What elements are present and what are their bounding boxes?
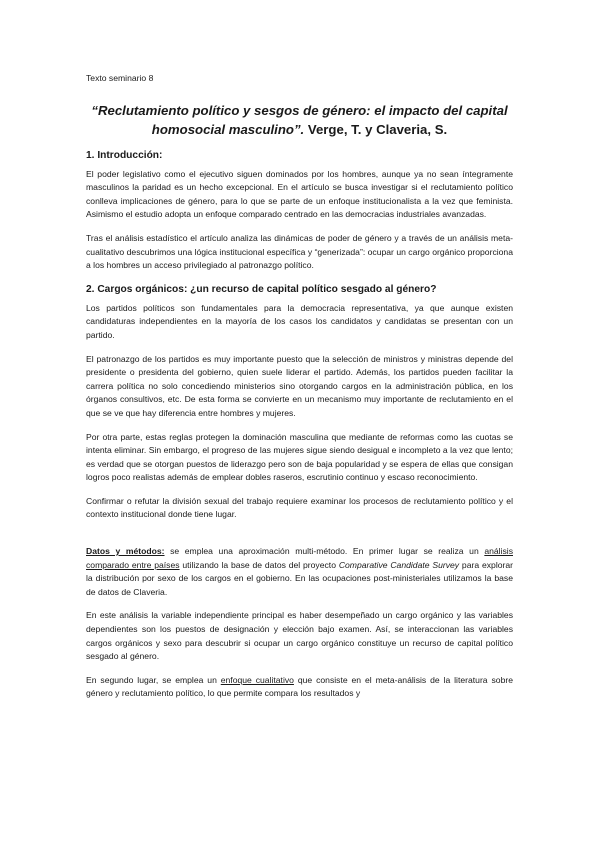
spacer	[86, 532, 513, 545]
methods-p3-text-a: En segundo lugar, se emplea un	[86, 674, 221, 685]
title-text: “Reclutamiento político y sesgos de género: el impacto del capital homosocial masculino”.	[91, 102, 508, 137]
methods-text-a: se emplea una aproximación multi-método. En primer lugar se realiza un	[164, 546, 485, 557]
methods-paragraph-3	[86, 674, 513, 701]
section-1-paragraph-2: Tras el análisis estadístico el artículo analiza las dinámicas de poder de género y a través de un análisis meta-cualitativo descubrimos una lógica institucional específica y “generizada”: ocupar un cargo orgánico proporciona a los hombres un acceso privilegiado al patronazgo político.	[86, 232, 513, 271]
project-name: Comparative Candidate Survey	[338, 559, 460, 570]
qualitative-approach-link: enfoque cualitativo	[220, 674, 294, 685]
section-2-paragraph-4: Confirmar o refutar la división sexual del trabajo requiere examinar los procesos de reclutamiento político y el contexto institucional donde tiene lugar.	[86, 495, 513, 520]
section-2-paragraph-3: Por otra parte, estas reglas protegen la dominación masculina que mediante de reformas como las cuotas se intenta eliminar. Sin embargo, el progreso de las mujeres sigue siendo desigual e incompleto a la vez que lento; es verdad que se otorgan puestos de liderazgo pero son de baja popularidad y se espera de ellas que consigan logros poco realistas además de emplear dobles raseros, escrutinio continuo y escaso reconocimiento.	[86, 431, 513, 483]
methods-text-b: utilizando la base de datos del proyecto	[179, 559, 339, 570]
section-1-heading: 1. Introducción:	[86, 149, 163, 161]
comparative-analysis-link: análisis comparado entre países	[86, 546, 513, 570]
header-label: Texto seminario 8	[86, 73, 154, 83]
document-title	[86, 101, 513, 139]
title-authors: Verge, T. y Claveria, S.	[304, 121, 448, 137]
methods-text-c: para explorar la distribución por sexo de los cargos en el gobierno. En las ocupaciones post-ministeriales utilizamos la base de datos de Claveria.	[86, 559, 514, 597]
section-2-heading: 2. Cargos orgánicos: ¿un recurso de capital político sesgado al género?	[86, 283, 437, 295]
methods-paragraph-1	[86, 545, 513, 599]
methods-p3-text-b: que consiste en el meta-análisis de la literatura sobre género y reclutamiento político, lo que permite compara los resultados y	[86, 674, 513, 699]
section-2-paragraph-1: Los partidos políticos son fundamentales para la democracia representativa, ya que aunque existen candidaturas independientes en la mayoría de los casos los candidatos y candidatas se presentan con un partido.	[86, 302, 513, 340]
methods-paragraph-2: En este análisis la variable independiente principal es haber desempeñado un cargo orgánico y las variables dependientes son los puestos de designación y elección bajo examen. Así, se interaccionan las variables cargos orgánicos y sexo para descubrir si ocupar un cargo orgánico constituye un recurso de capital político sesgado al género.	[86, 610, 513, 662]
methods-label: Datos y métodos:	[86, 546, 165, 557]
section-1-paragraph-1: El poder legislativo como el ejecutivo siguen dominados por los hombres, aunque ya no sean íntegramente masculinos la paridad es un hecho excepcional. En el artículo se busca investigar si el reclutamiento político conlleva implicaciones de género, para lo que se parte de un enfoque institucionalista a la vez que feminista. Asimismo el estudio adopta un enfoque comparado centrado en las democracias industriales avanzadas.	[86, 168, 513, 220]
section-2-paragraph-2: El patronazgo de los partidos es muy importante puesto que la selección de ministros y ministras depende del presidente o presidenta del gobierno, quien suele liderar el partido. Además, los partidos pueden facilitar la carrera política no solo concediendo ministerios sino otorgando cargos en la administración pública, en los órganos consultivos, etc. De esta forma se convierte en un mecanismo muy importante de reclutamiento en el que se ve que hay diferencia entre hombres y mujeres.	[86, 353, 513, 418]
